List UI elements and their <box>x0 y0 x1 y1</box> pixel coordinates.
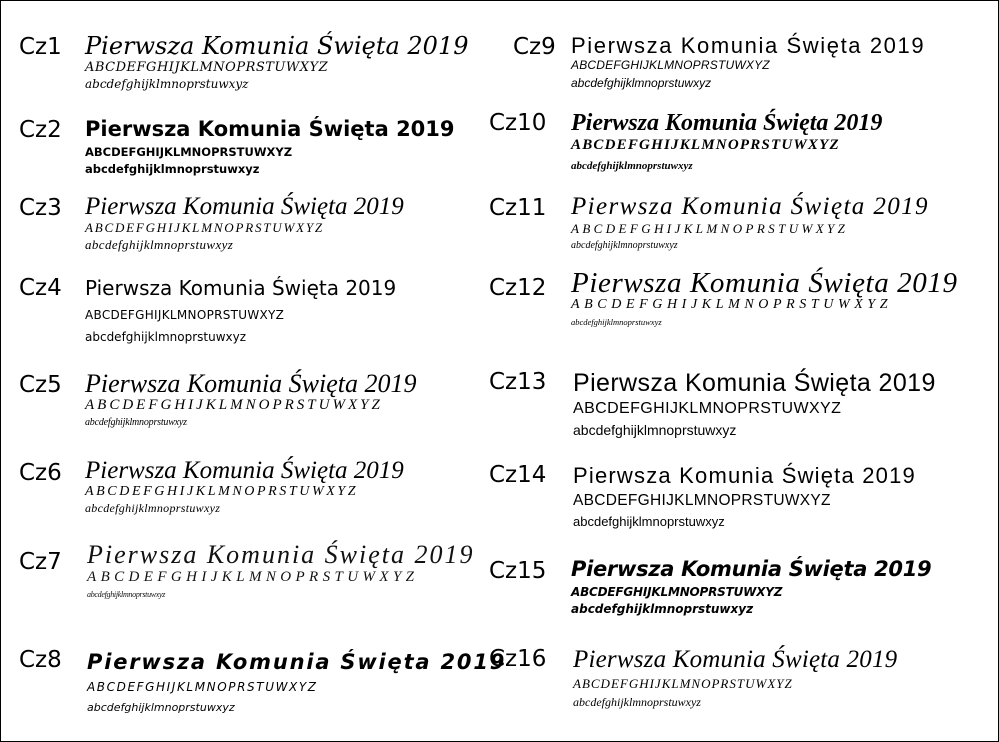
sample-lowercase: abcdefghijklmnoprstuwxyz <box>573 514 725 529</box>
font-code: Cz7 <box>19 549 62 575</box>
sample-lowercase: abcdefghijklmnoprstuwxyz <box>87 590 166 599</box>
sample-title: Pierwsza Komunia Święta 2019 <box>573 646 898 673</box>
sample-lowercase: abcdefghijklmnoprstuwxyz <box>571 160 693 172</box>
sample-title: Pierwsza Komunia Święta 2019 <box>87 540 475 569</box>
sample-uppercase: ABCDEFGHIJKLMNOPRSTUWXYZ <box>85 220 324 235</box>
sample-uppercase: ABCDEFGHIJKLMNOPRSTUWXYZ <box>573 400 842 417</box>
sample-uppercase: ABCDEFGHIJKLMNOPRSTUWXYZ <box>85 145 293 159</box>
font-code: Cz9 <box>513 34 556 60</box>
sample-uppercase: ABCDEFGHIJKLMNOPRSTUWXYZ <box>573 676 793 691</box>
sample-title: Pierwsza Komunia Święta 2019 <box>573 369 936 397</box>
sample-lowercase: abcdefghijklmnoprstuwxyz <box>571 76 712 90</box>
font-code: Cz1 <box>19 34 62 60</box>
sample-uppercase: ABCDEFGHIJKLMNOPRSTUWXYZ <box>85 397 383 413</box>
sample-lowercase: abcdefghijklmnoprstuwxyz <box>85 330 247 344</box>
sample-uppercase: ABCDEFGHIJKLMNOPRSTUWXYZ <box>87 680 318 694</box>
sample-lowercase: abcdefghijklmnoprstuwxyz <box>573 422 737 438</box>
sample-title: Pierwsza Komunia Święta 2019 <box>85 193 404 220</box>
sample-uppercase: ABCDEFGHIJKLMNOPRSTUWXYZ <box>85 60 329 75</box>
sample-title: Pierwsza Komunia Święta 2019 <box>571 110 883 136</box>
font-code: Cz13 <box>489 369 547 395</box>
sample-title: Pierwsza Komunia Święta 2019 <box>571 557 932 581</box>
font-code: Cz15 <box>489 558 547 584</box>
font-code: Cz8 <box>19 647 62 673</box>
sample-lowercase: abcdefghijklmnoprstuwxyz <box>571 240 678 251</box>
sample-lowercase: abcdefghijklmnoprstuwxyz <box>85 237 234 252</box>
sample-lowercase: abcdefghijklmnoprstuwxyz <box>571 602 754 616</box>
sample-title: Pierwsza Komunia Święta 2019 <box>87 650 507 674</box>
sample-uppercase: ABCDEFGHIJKLMNOPRSTUWXYZ <box>571 58 770 72</box>
sample-uppercase: ABCDEFGHIJKLMNOPRSTUWXYZ <box>571 297 893 312</box>
sample-title: Pierwsza Komunia Święta 2019 <box>85 117 455 141</box>
font-code: Cz11 <box>489 195 547 221</box>
sample-uppercase: ABCDEFGHIJKLMNOPRSTUWXYZ <box>85 484 359 499</box>
sample-lowercase: abcdefghijklmnoprstuwxyz <box>85 77 249 91</box>
sample-title: Pierwsza Komunia Święta 2019 <box>85 276 397 300</box>
font-code: Cz14 <box>489 462 547 488</box>
sample-uppercase: ABCDEFGHIJKLMNOPRSTUWXYZ <box>571 221 849 236</box>
sample-title: Pierwsza Komunia Święta 2019 <box>85 457 404 484</box>
sample-title: Pierwsza Komunia Święta 2019 <box>571 193 929 220</box>
sample-uppercase: ABCDEFGHIJKLMNOPRSTUWXYZ <box>571 585 783 599</box>
font-code: Cz4 <box>19 275 62 301</box>
sample-lowercase: abcdefghijklmnoprstuwxyz <box>573 695 701 709</box>
sample-lowercase: abcdefghijklmnoprstuwxyz <box>87 701 235 714</box>
font-code: Cz2 <box>19 117 62 143</box>
font-code: Cz16 <box>489 646 547 672</box>
font-code: Cz3 <box>19 195 62 221</box>
font-code: Cz5 <box>19 372 62 398</box>
sample-uppercase: ABCDEFGHIJKLMNOPRSTUWXYZ <box>87 569 419 585</box>
sample-title: Pierwsza Komunia Święta 2019 <box>85 32 469 60</box>
font-code: Cz10 <box>489 110 547 136</box>
font-code: Cz12 <box>489 275 547 301</box>
sample-title: Pierwsza Komunia Święta 2019 <box>85 369 417 398</box>
sample-uppercase: ABCDEFGHIJKLMNOPRSTUWXYZ <box>85 308 285 322</box>
font-code: Cz6 <box>19 460 62 486</box>
sample-lowercase: abcdefghijklmnoprstuwxyz <box>85 501 221 515</box>
sample-lowercase: abcdefghijklmnoprstuwxyz <box>85 162 260 176</box>
sample-lowercase: abcdefghijklmnoprstuwxyz <box>85 417 187 428</box>
sample-uppercase: ABCDEFGHIJKLMNOPRSTUWXYZ <box>573 492 831 509</box>
sample-title: Pierwsza Komunia Święta 2019 <box>573 463 916 488</box>
sample-lowercase: abcdefghijklmnoprstuwxyz <box>571 317 662 327</box>
sample-uppercase: ABCDEFGHIJKLMNOPRSTUWXYZ <box>571 137 840 153</box>
sample-title: Pierwsza Komunia Święta 2019 <box>571 267 958 299</box>
sample-title: Pierwsza Komunia Święta 2019 <box>571 33 926 58</box>
